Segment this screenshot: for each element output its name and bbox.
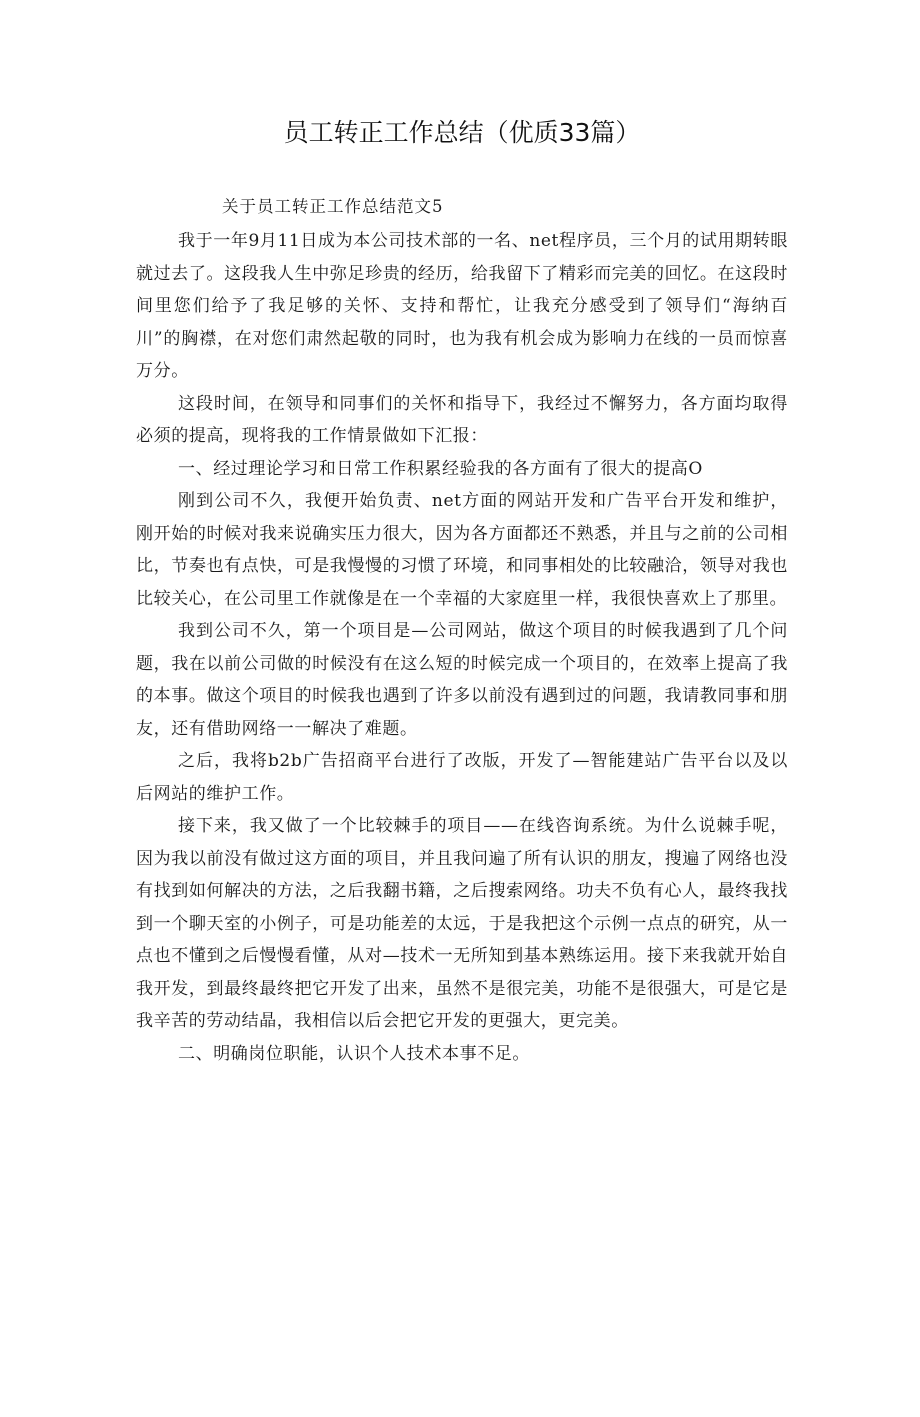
document-body [136,225,788,1070]
document-subtitle: 关于员工转正工作总结范文5 [222,197,444,216]
paragraph: 我于一年9月11日成为本公司技术部的一名、net程序员，三个月的试用期转眼就过去了。这段我人生中弥足珍贵的经历，给我留下了精彩而完美的回忆。在这段时间里您们给予了我足够的关怀、支持和帮忙，让我充分感受到了领导们“海纳百川”的胸襟，在对您们肃然起敬的同时，也为我有机会成为影响力在线的一员而惊喜万分。 [136,231,788,381]
paragraph: 这段时间，在领导和同事们的关怀和指导下，我经过不懈努力，各方面均取得必须的提高，现将我的工作情景做如下汇报： [136,393,788,446]
paragraph: 刚到公司不久，我便开始负责、net方面的网站开发和广告平台开发和维护，刚开始的时候对我来说确实压力很大，因为各方面都还不熟悉，并且与之前的公司相比，节奏也有点快，可是我慢慢的习惯了环境，和同事相处的比较融洽，领导对我也比较关心，在公司里工作就像是在一个幸福的大家庭里一样，我很快喜欢上了那里。 [136,491,788,609]
document-page [0,116,920,1417]
section-heading: 一、经过理论学习和日常工作积累经验我的各方面有了很大的提高O [178,458,703,479]
paragraph: 我到公司不久，第一个项目是—公司网站，做这个项目的时候我遇到了几个问题，我在以前公司做的时候没有在这么短的时候完成一个项目的，在效率上提高了我的本事。做这个项目的时候我也遇到了许多以前没有遇到过的问题，我请教同事和朋友，还有借助网络一一解决了难题。 [136,621,788,739]
paragraph: 接下来，我又做了一个比较棘手的项目——在线咨询系统。为什么说棘手呢，因为我以前没有做过这方面的项目，并且我问遍了所有认识的朋友，搜遍了网络也没有找到如何解决的方法，之后我翻书籍，之后搜索网络。功夫不负有心人，最终我找到一个聊天室的小例子，可是功能差的太远，于是我把这个示例一点点的研究，从一点也不懂到之后慢慢看懂，从对—技术一无所知到基本熟练运用。接下来我就开始自我开发，到最终最终把它开发了出来，虽然不是很完美，功能不是很强大，可是它是我辛苦的劳动结晶，我相信以后会把它开发的更强大，更完美。 [136,816,788,1031]
paragraph: 之后，我将b2b广告招商平台进行了改版，开发了—智能建站广告平台以及以后网站的维护工作。 [136,751,788,804]
section-heading: 二、明确岗位职能，认识个人技术本事不足。 [178,1043,530,1064]
document-title: 员工转正工作总结（优质33篇） [283,118,641,147]
